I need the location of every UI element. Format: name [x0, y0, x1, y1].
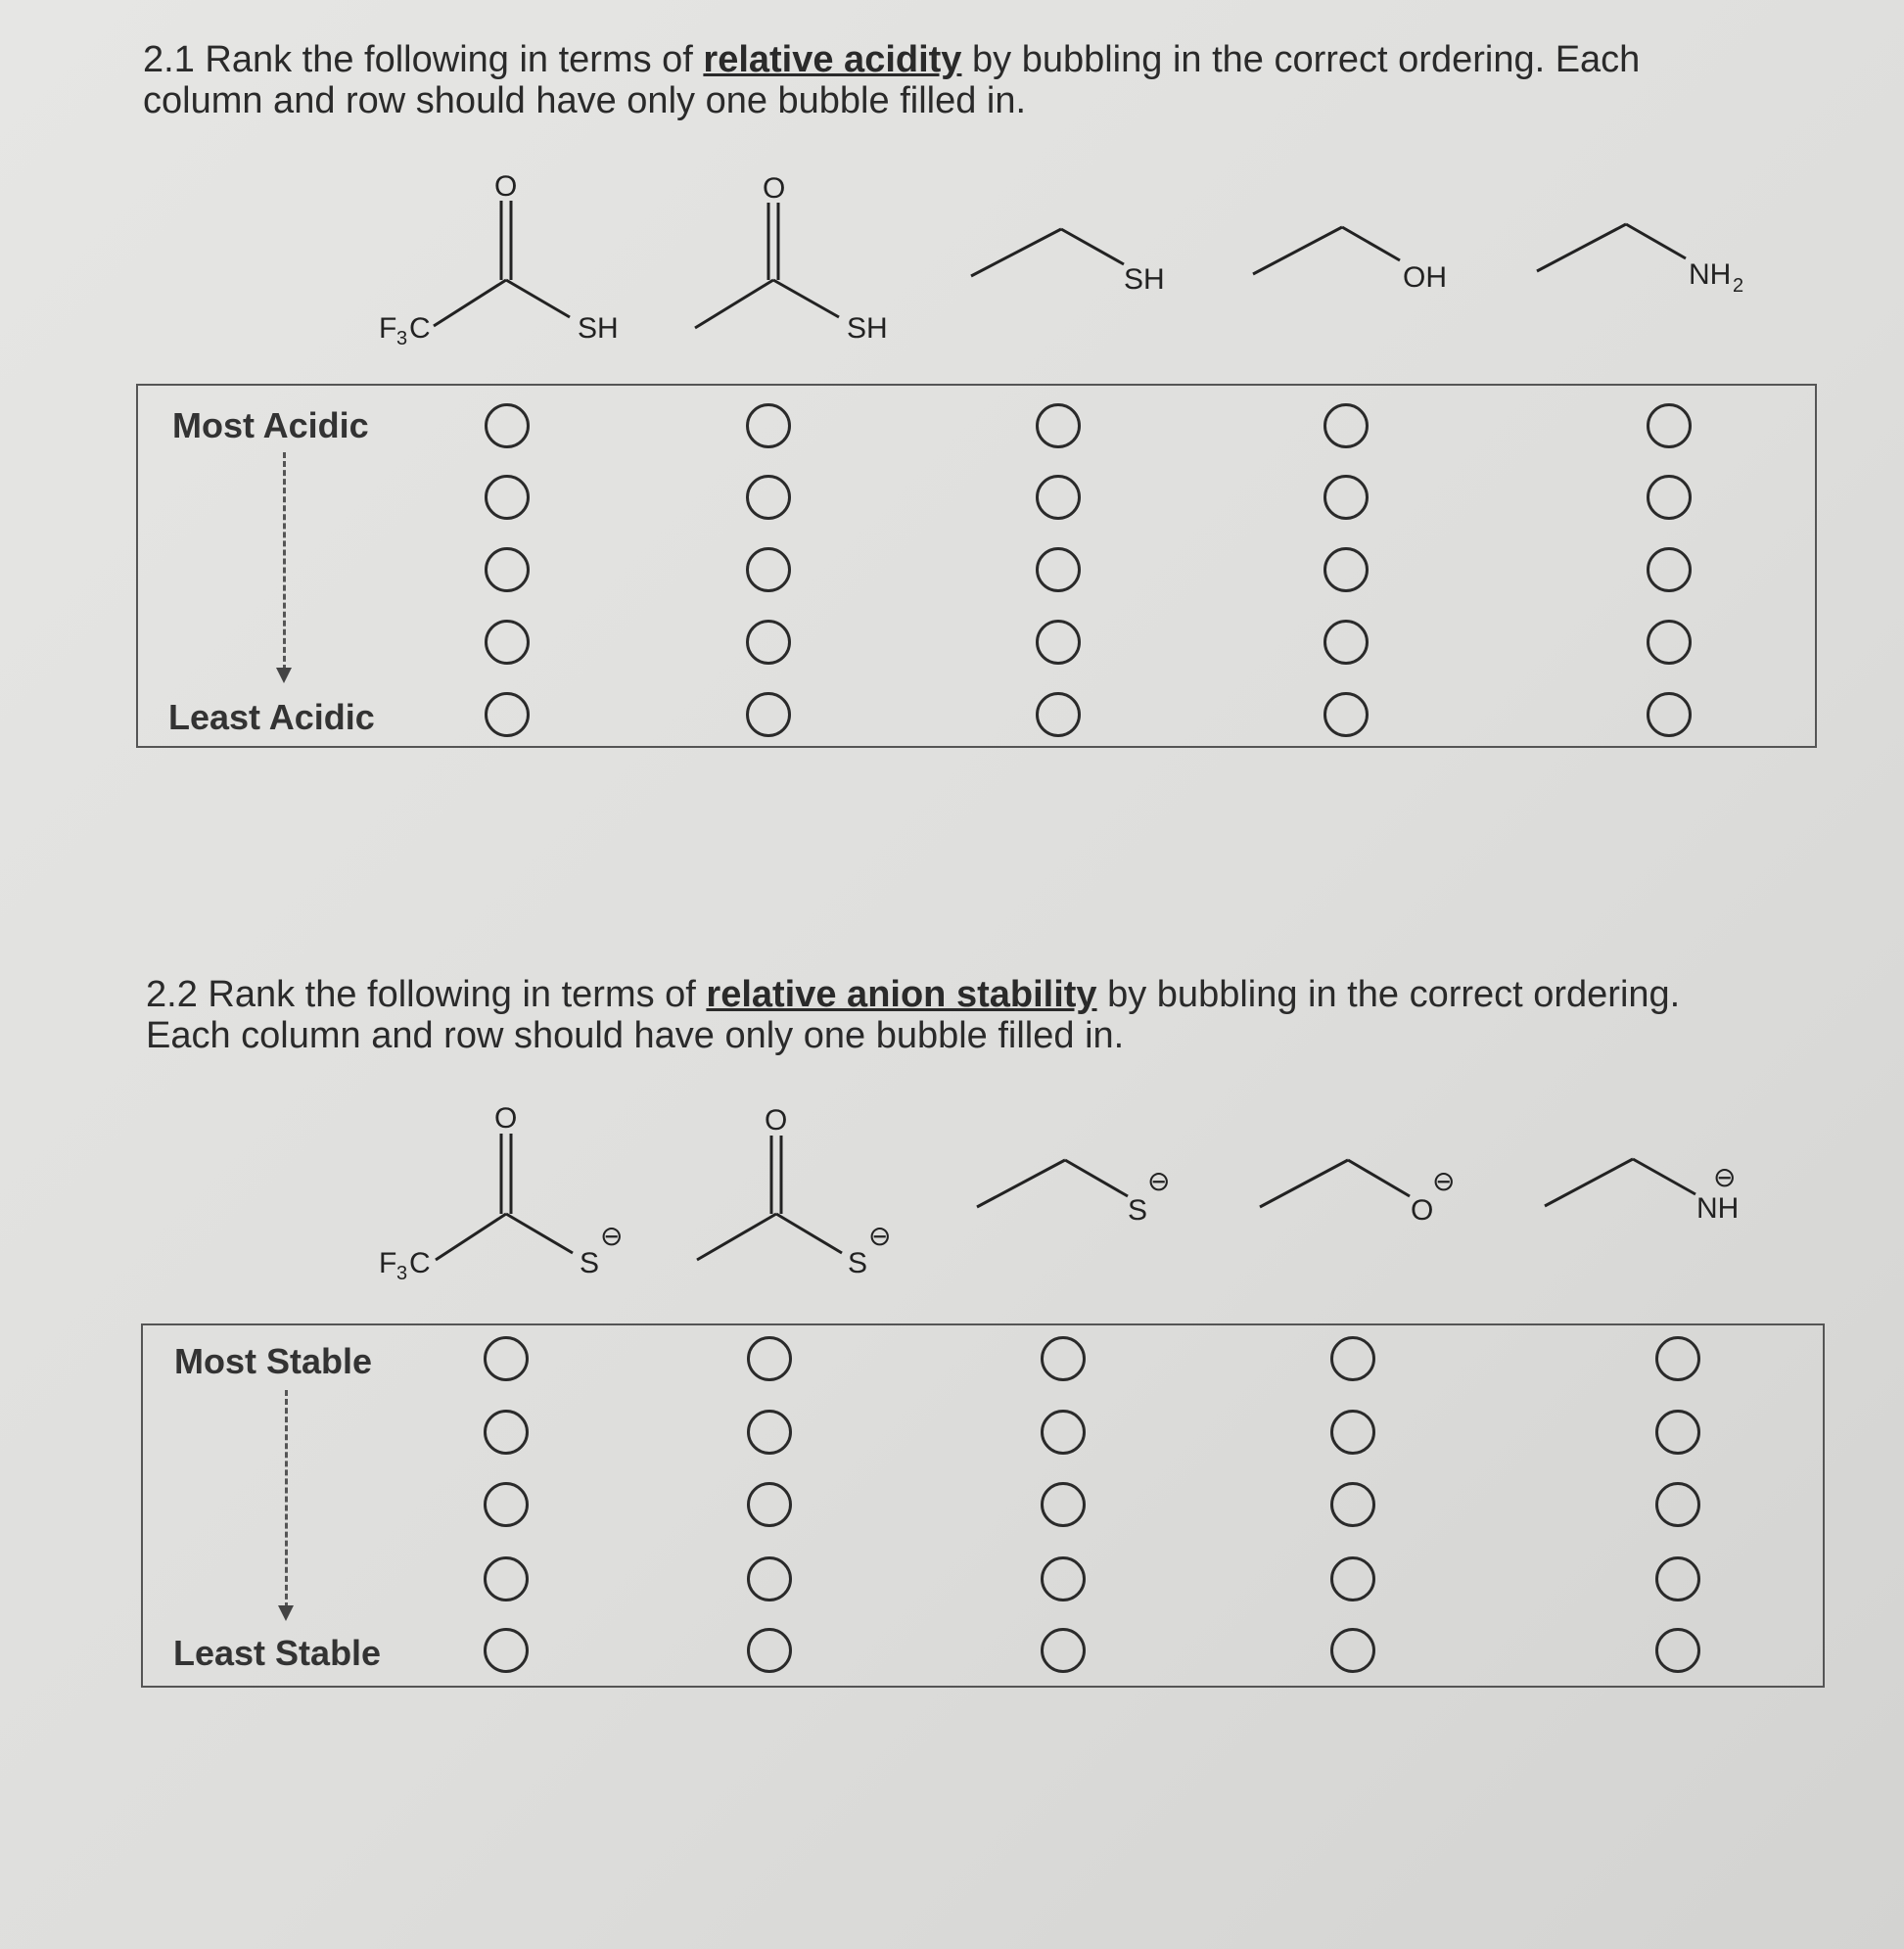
bubble-col4-row2[interactable]: [1330, 1410, 1375, 1455]
group-label: S: [580, 1247, 600, 1279]
group-label: SH: [1124, 263, 1165, 296]
bubble-col5-row1[interactable]: [1655, 1336, 1700, 1381]
least-acidic-label: Least Acidic: [168, 697, 375, 737]
q2-ranking-box: [141, 1323, 1825, 1688]
question-number: 2.1: [143, 39, 195, 80]
bubble-col3-row2[interactable]: [1041, 1410, 1086, 1455]
charge-label: ⊖: [1147, 1166, 1171, 1196]
cf3-sub-label: 3: [396, 1263, 408, 1284]
bubble-col5-row4[interactable]: [1655, 1556, 1700, 1601]
question-prefix: Rank the following in terms of: [208, 974, 696, 1015]
group-sub-label: 2: [1733, 275, 1744, 297]
cf3-sub-label: 3: [396, 328, 408, 349]
cf3-f-label: F: [379, 1247, 397, 1279]
charge-label: ⊖: [1713, 1162, 1737, 1192]
charge-label: ⊖: [600, 1221, 624, 1251]
carbonyl-o-label: O: [763, 172, 786, 205]
carbonyl-o-label: O: [494, 1102, 518, 1135]
bubble-col1-row3[interactable]: [484, 1482, 529, 1527]
charge-label: ⊖: [868, 1221, 892, 1251]
bubble-col3-row5[interactable]: [1041, 1628, 1086, 1673]
bubble-col2-row4[interactable]: [747, 1556, 792, 1601]
bubble-col5-row3[interactable]: [1655, 1482, 1700, 1527]
bubble-col5-row2[interactable]: [1655, 1410, 1700, 1455]
bubble-col3-row4[interactable]: [1041, 1556, 1086, 1601]
question-prefix: Rank the following in terms of: [205, 39, 693, 80]
bubble-col3-row3[interactable]: [1041, 1482, 1086, 1527]
group-label: SH: [578, 312, 619, 345]
cf3-c-label: C: [409, 1247, 431, 1279]
bubble-col4-row3[interactable]: [1330, 1482, 1375, 1527]
bubble-col1-row4[interactable]: [484, 1556, 529, 1601]
bubble-col4-row4[interactable]: [1330, 1556, 1375, 1601]
bubble-col2-row5[interactable]: [747, 1628, 792, 1673]
ranking-arrow: [285, 1390, 288, 1617]
group-label: NH: [1689, 258, 1732, 291]
question-keyword: relative acidity: [703, 39, 962, 80]
bubble-col2-row1[interactable]: [747, 1336, 792, 1381]
question-keyword: relative anion stability: [706, 974, 1097, 1015]
charge-label: ⊖: [1432, 1166, 1456, 1196]
group-label: NH: [1696, 1192, 1740, 1225]
bubble-col4-row5[interactable]: [1330, 1628, 1375, 1673]
group-label: O: [1411, 1194, 1434, 1227]
group-label: OH: [1403, 261, 1447, 294]
bubble-col2-row3[interactable]: [747, 1482, 792, 1527]
bubble-col1-row5[interactable]: [484, 1628, 529, 1673]
bubble-col3-row1[interactable]: [1041, 1336, 1086, 1381]
carbonyl-o-label: O: [494, 170, 518, 203]
question-number: 2.2: [146, 974, 198, 1015]
carbonyl-o-label: O: [765, 1104, 788, 1137]
bubble-col4-row1[interactable]: [1330, 1336, 1375, 1381]
most-stable-label: Most Stable: [174, 1341, 373, 1381]
bubble-col2-row2[interactable]: [747, 1410, 792, 1455]
bubble-col5-row5[interactable]: [1655, 1628, 1700, 1673]
group-label: SH: [847, 312, 888, 345]
group-label: S: [848, 1247, 868, 1279]
cf3-f-label: F: [379, 312, 397, 345]
bubble-col1-row1[interactable]: [484, 1336, 529, 1381]
bubble-col1-row2[interactable]: [484, 1410, 529, 1455]
group-label: S: [1128, 1194, 1148, 1227]
most-acidic-label: Most Acidic: [172, 405, 369, 445]
question-suffix: by bubbling in the correct ordering. Each column and row should have only one bubble filled in.: [146, 974, 1681, 1056]
cf3-c-label: C: [409, 312, 431, 345]
question-suffix: by bubbling in the correct ordering. Each column and row should have only one bubble filled in.: [143, 39, 1641, 121]
least-stable-label: Least Stable: [173, 1633, 382, 1673]
